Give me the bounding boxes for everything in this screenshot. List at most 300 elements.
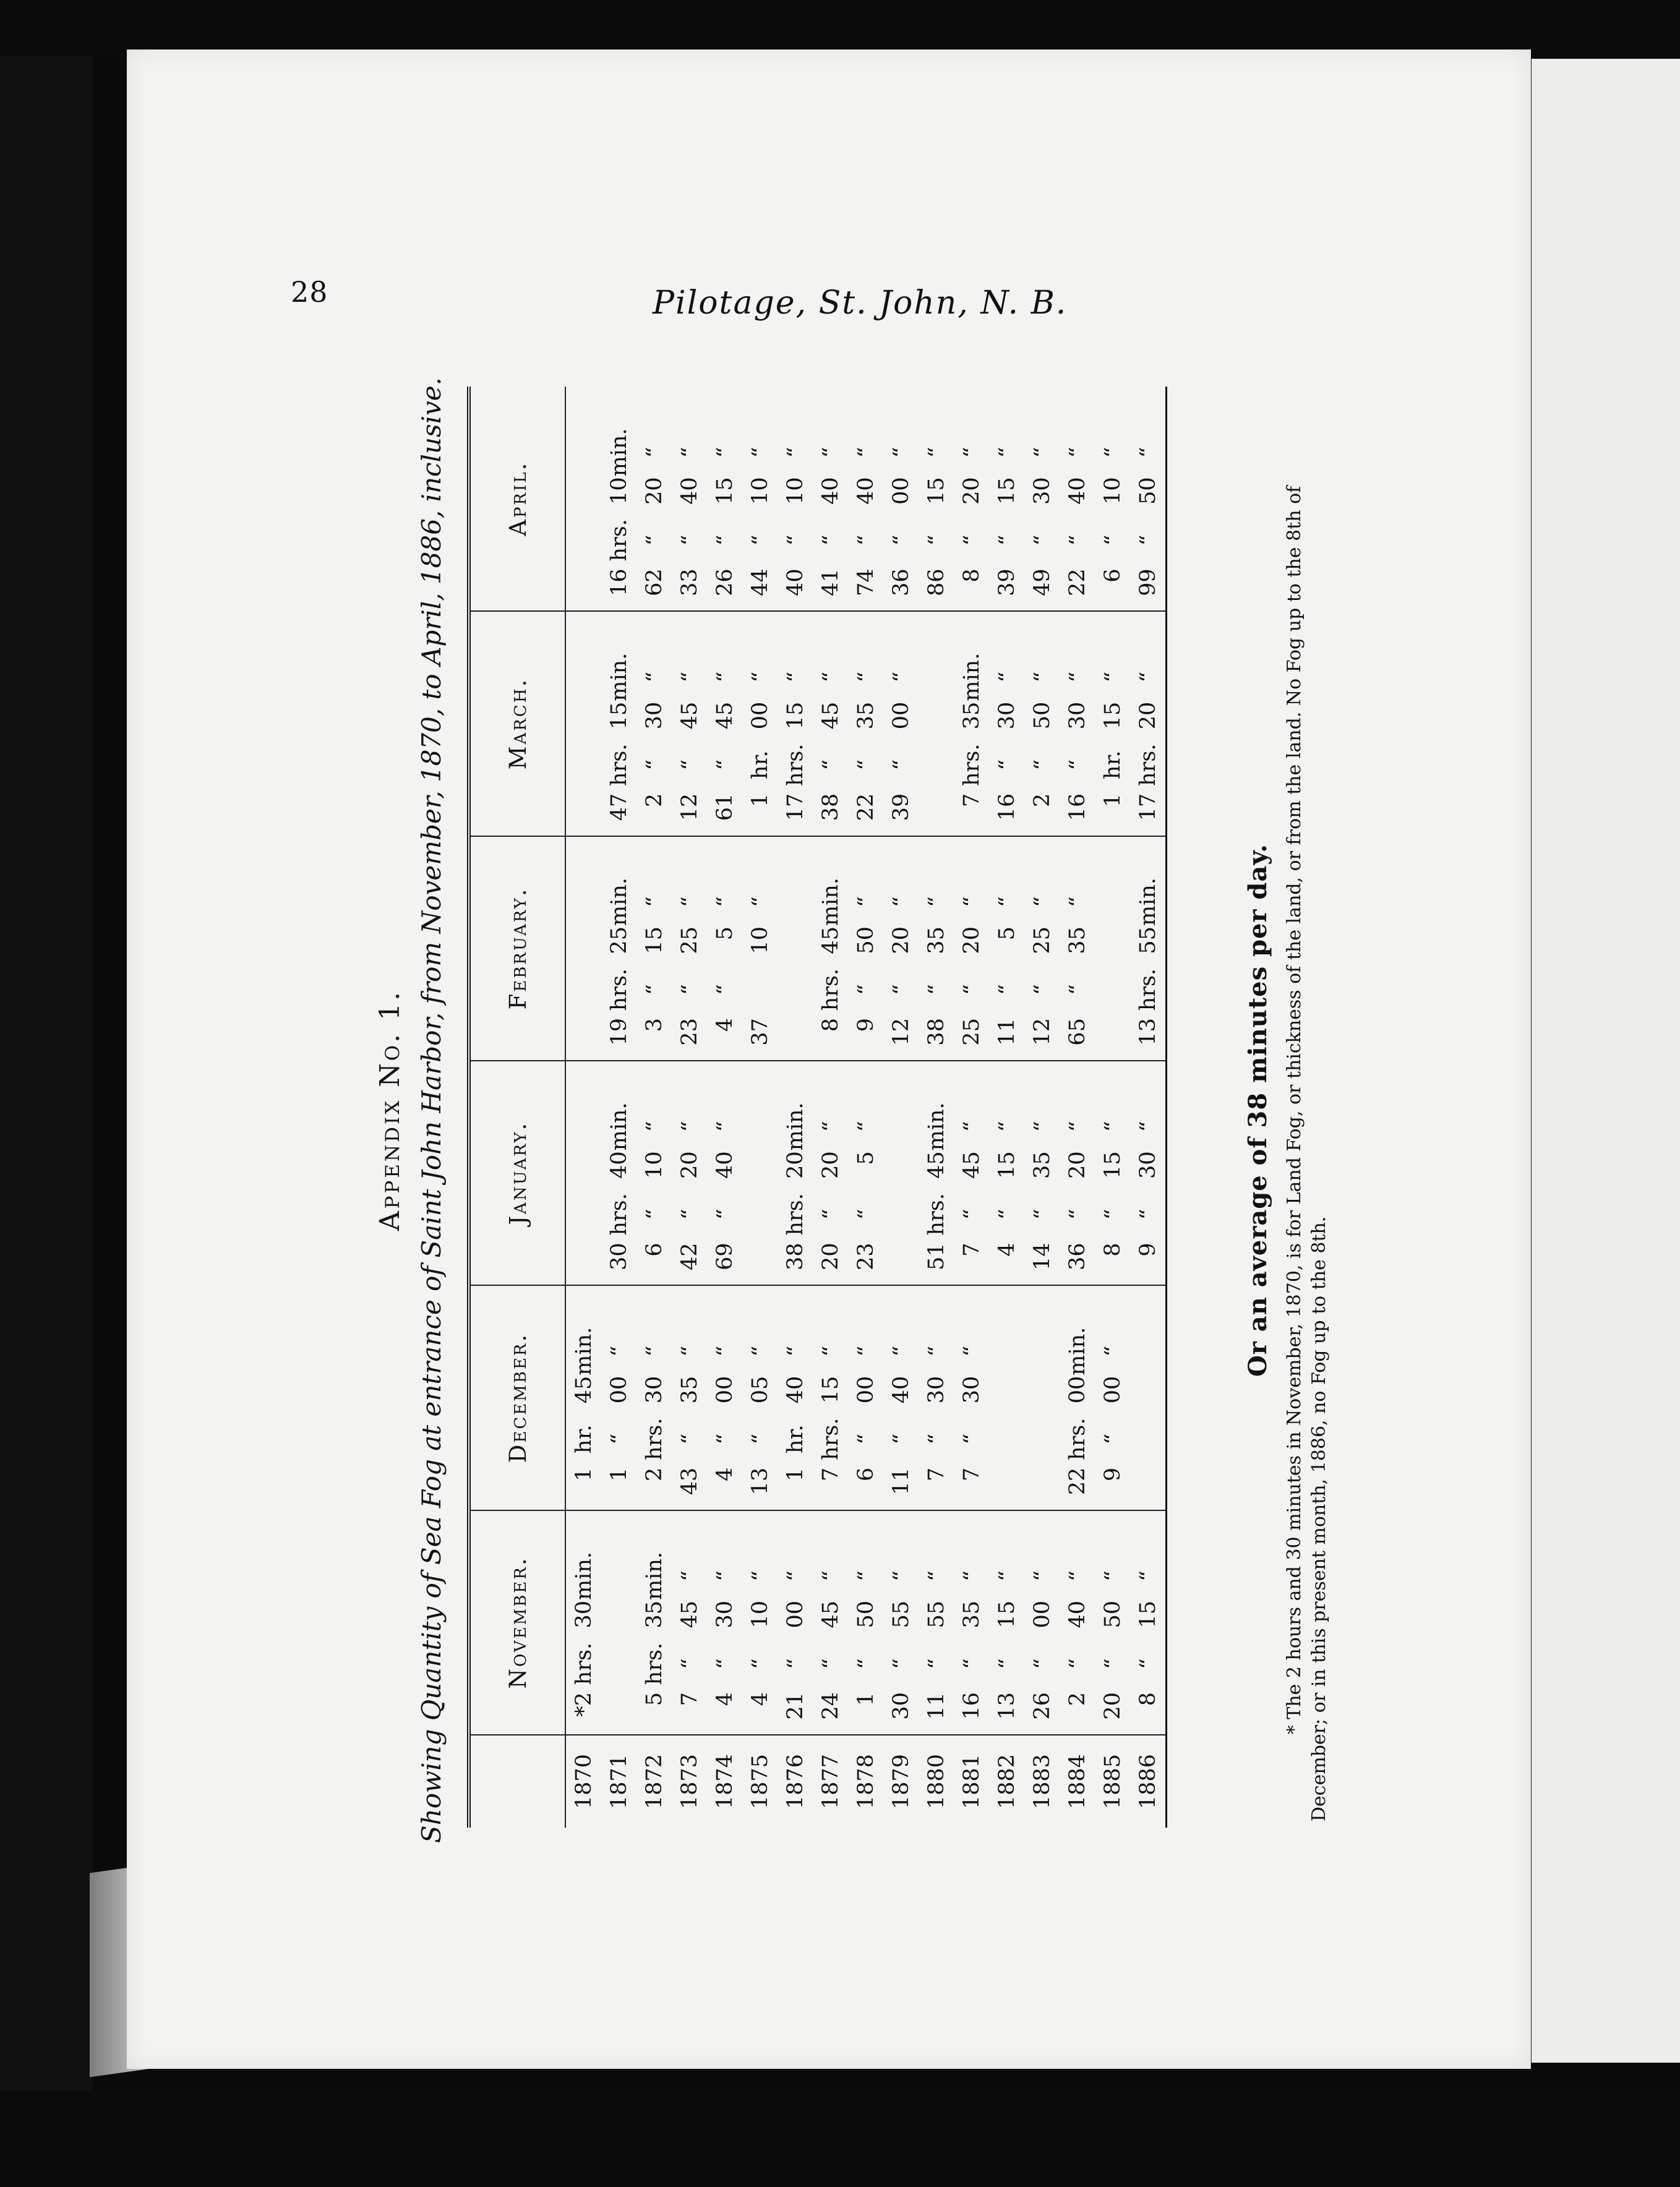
duration-hours-unit: hrs. xyxy=(924,1193,949,1236)
fog-duration-cell xyxy=(565,387,601,611)
duration-hours-unit: “ xyxy=(994,534,1019,546)
duration-hours-unit: hr. xyxy=(747,750,773,779)
fog-duration-cell xyxy=(1095,1510,1130,1735)
scan-top-margin xyxy=(0,0,1680,56)
duration-minutes-unit: “ xyxy=(959,896,984,907)
table-row xyxy=(1095,387,1130,1828)
duration-minutes-unit: “ xyxy=(1135,447,1160,458)
duration-hours: 4 xyxy=(994,1243,1019,1257)
duration-hours-unit: “ xyxy=(924,984,949,995)
duration-minutes: 00 xyxy=(1065,1376,1090,1404)
fog-duration-cell xyxy=(1060,1510,1095,1735)
duration-minutes-unit: “ xyxy=(747,447,773,458)
duration-minutes-unit: “ xyxy=(1029,671,1055,683)
fog-duration-cell xyxy=(672,611,707,836)
duration-hours-unit: “ xyxy=(747,1433,773,1445)
table-row xyxy=(883,387,919,1828)
fog-duration-cell xyxy=(954,1285,989,1510)
month-header-april: April. xyxy=(469,387,565,611)
duration-hours-unit: hrs. xyxy=(606,743,632,786)
duration-hours-unit: “ xyxy=(1135,534,1160,546)
duration-minutes: 00 xyxy=(712,1376,737,1404)
year-cell: 1885 xyxy=(1100,1753,1125,1810)
duration-minutes: 20 xyxy=(1065,1151,1090,1179)
duration-minutes: 30 xyxy=(641,1376,667,1404)
fog-duration-cell xyxy=(778,1510,813,1735)
table-row xyxy=(848,387,883,1828)
scan-left-margin xyxy=(0,0,93,2187)
duration-minutes-unit: “ xyxy=(1135,1570,1160,1581)
fog-duration-cell xyxy=(919,1285,954,1510)
duration-hours-unit: “ xyxy=(677,534,702,546)
duration-hours-unit: “ xyxy=(888,1658,914,1669)
table-row xyxy=(565,387,601,1828)
duration-minutes: 20 xyxy=(888,927,914,954)
duration-hours-unit: “ xyxy=(853,984,878,995)
fog-duration-cell xyxy=(813,1061,848,1285)
duration-hours-unit: hrs. xyxy=(641,1418,667,1460)
duration-minutes: 05 xyxy=(747,1376,773,1404)
duration-minutes-unit: “ xyxy=(712,1121,737,1132)
duration-hours-unit: “ xyxy=(641,759,667,771)
duration-minutes-unit: “ xyxy=(1029,447,1055,458)
duration-minutes-unit: “ xyxy=(1100,1121,1125,1132)
duration-hours: 26 xyxy=(712,568,737,596)
duration-minutes: 40 xyxy=(818,477,843,505)
year-column-header xyxy=(469,1735,565,1828)
fog-duration-cell xyxy=(778,387,813,611)
fog-duration-cell xyxy=(565,836,601,1061)
duration-minutes: 10 xyxy=(747,477,773,505)
duration-minutes-unit: “ xyxy=(1029,1570,1055,1581)
duration-hours: 49 xyxy=(1029,568,1055,596)
fog-duration-cell xyxy=(1024,1510,1060,1735)
appendix-title: Appendix No. 1. xyxy=(374,989,406,1231)
duration-minutes-unit: “ xyxy=(747,1345,773,1357)
duration-minutes: 10 xyxy=(782,477,808,505)
duration-minutes: 20 xyxy=(782,1151,808,1179)
duration-minutes: 35 xyxy=(677,1376,702,1404)
duration-hours-unit: “ xyxy=(959,1433,984,1445)
duration-hours: 41 xyxy=(818,568,843,596)
fog-duration-cell xyxy=(601,1285,636,1510)
duration-minutes-unit: min. xyxy=(571,1327,596,1376)
duration-minutes: 00 xyxy=(1100,1376,1125,1404)
fog-duration-cell xyxy=(989,1061,1024,1285)
duration-minutes: 20 xyxy=(1135,701,1160,730)
duration-minutes-unit: min. xyxy=(924,1102,949,1151)
fog-duration-cell xyxy=(778,836,813,1061)
table-row xyxy=(778,387,813,1828)
fog-duration-cell xyxy=(989,836,1024,1061)
table-row xyxy=(989,387,1024,1828)
duration-minutes: 30 xyxy=(1135,1151,1160,1179)
duration-hours: 6 xyxy=(1100,568,1125,583)
duration-hours-unit: “ xyxy=(1065,534,1090,546)
duration-hours: 74 xyxy=(853,568,878,596)
fog-duration-cell xyxy=(636,387,672,611)
duration-hours: 16 xyxy=(994,793,1019,821)
rotated-appendix-block xyxy=(374,374,1330,1846)
month-header-december: December. xyxy=(469,1285,565,1510)
duration-minutes-unit: “ xyxy=(1029,896,1055,907)
duration-hours: 3 xyxy=(641,1018,667,1032)
duration-hours-unit: “ xyxy=(677,759,702,771)
fog-duration-cell xyxy=(601,1061,636,1285)
duration-minutes-unit: “ xyxy=(677,896,702,907)
table-row xyxy=(1130,387,1167,1828)
fog-duration-cell xyxy=(601,611,636,836)
duration-hours-unit: hr. xyxy=(782,1424,808,1453)
duration-hours: 9 xyxy=(1135,1243,1160,1257)
duration-hours: 61 xyxy=(712,793,737,821)
duration-hours-unit: “ xyxy=(924,534,949,546)
duration-minutes-unit: “ xyxy=(677,1570,702,1581)
table-body xyxy=(565,387,1167,1828)
duration-minutes: 45 xyxy=(571,1376,596,1404)
duration-hours-unit: “ xyxy=(1029,1658,1055,1669)
duration-minutes-unit: “ xyxy=(677,671,702,683)
duration-hours-unit: “ xyxy=(1135,1658,1160,1669)
average-note: Or an average of 38 minutes per day. xyxy=(1243,843,1272,1377)
fog-duration-cell xyxy=(989,1285,1024,1510)
duration-hours: 7 xyxy=(677,1692,702,1706)
duration-minutes: 35 xyxy=(1029,1151,1055,1179)
duration-hours-unit: “ xyxy=(677,984,702,995)
month-header-january: January. xyxy=(469,1061,565,1285)
fog-duration-cell xyxy=(989,611,1024,836)
duration-hours: 12 xyxy=(1029,1018,1055,1046)
duration-hours-unit: hr. xyxy=(571,1424,596,1453)
fog-duration-cell xyxy=(1024,387,1060,611)
duration-hours: 38 xyxy=(818,793,843,821)
fog-duration-cell xyxy=(672,836,707,1061)
duration-minutes: 35 xyxy=(959,1601,984,1628)
duration-hours: 99 xyxy=(1135,568,1160,596)
month-header-february: February. xyxy=(469,836,565,1061)
sea-fog-table xyxy=(467,387,1167,1828)
duration-minutes: 20 xyxy=(818,1151,843,1179)
duration-minutes-unit: “ xyxy=(994,671,1019,683)
duration-minutes-unit: “ xyxy=(712,896,737,907)
fog-duration-cell xyxy=(1095,836,1130,1061)
fog-duration-cell xyxy=(636,836,672,1061)
duration-minutes: 30 xyxy=(641,701,667,730)
duration-hours: 38 xyxy=(782,1243,808,1270)
duration-hours-unit: “ xyxy=(712,1433,737,1445)
duration-minutes: 35 xyxy=(641,1601,667,1628)
duration-hours: 2 xyxy=(1029,793,1055,807)
duration-hours: 30 xyxy=(888,1692,914,1720)
fog-duration-cell xyxy=(672,387,707,611)
fog-duration-cell xyxy=(813,611,848,836)
duration-minutes-unit: “ xyxy=(641,1121,667,1132)
duration-minutes: 15 xyxy=(1135,1601,1160,1628)
duration-hours: 36 xyxy=(888,568,914,596)
duration-minutes-unit: min. xyxy=(1135,877,1160,927)
duration-minutes: 40 xyxy=(712,1151,737,1179)
duration-hours: 42 xyxy=(677,1243,702,1270)
duration-hours: 13 xyxy=(1135,1018,1160,1046)
footnote-line-2: December; or in this present month, 1886, no Fog up to the 8th. xyxy=(1308,1216,1330,1821)
duration-hours-unit: “ xyxy=(959,1658,984,1669)
fog-duration-cell xyxy=(1060,1061,1095,1285)
duration-minutes-unit: min. xyxy=(606,428,632,477)
duration-minutes: 10 xyxy=(1100,477,1125,505)
duration-minutes-unit: “ xyxy=(677,1345,702,1357)
duration-minutes: 15 xyxy=(606,701,632,730)
year-cell: 1871 xyxy=(606,1753,632,1810)
duration-hours: 13 xyxy=(994,1692,1019,1720)
duration-hours-unit: “ xyxy=(1135,1209,1160,1220)
fog-duration-cell xyxy=(778,611,813,836)
duration-minutes: 15 xyxy=(712,477,737,505)
duration-minutes: 15 xyxy=(641,927,667,954)
duration-minutes: 45 xyxy=(677,1601,702,1628)
duration-minutes: 15 xyxy=(818,1376,843,1404)
duration-hours-unit: “ xyxy=(1029,534,1055,546)
duration-minutes-unit: “ xyxy=(924,896,949,907)
duration-hours: 20 xyxy=(1100,1692,1125,1720)
duration-minutes-unit: “ xyxy=(853,447,878,458)
duration-minutes: 50 xyxy=(853,1601,878,1628)
duration-minutes: 15 xyxy=(1100,701,1125,730)
duration-minutes: 00 xyxy=(888,477,914,505)
duration-hours: 4 xyxy=(712,1018,737,1032)
duration-minutes: 45 xyxy=(677,701,702,730)
fog-duration-cell xyxy=(1130,387,1167,611)
duration-hours-unit: “ xyxy=(888,759,914,771)
duration-minutes-unit: “ xyxy=(641,671,667,683)
fog-duration-cell xyxy=(1024,1285,1060,1510)
duration-hours: 4 xyxy=(712,1692,737,1706)
duration-hours: 38 xyxy=(924,1018,949,1046)
duration-minutes-unit: “ xyxy=(1065,671,1090,683)
fog-duration-cell xyxy=(919,1061,954,1285)
duration-minutes-unit: min. xyxy=(606,653,632,701)
duration-hours-unit: “ xyxy=(1100,1209,1125,1220)
duration-minutes: 5 xyxy=(853,1151,878,1165)
table-row xyxy=(919,387,954,1828)
fog-duration-cell xyxy=(848,836,883,1061)
duration-hours-unit: “ xyxy=(959,1209,984,1220)
year-cell: 1886 xyxy=(1130,1735,1167,1828)
duration-minutes-unit: “ xyxy=(712,1345,737,1357)
duration-minutes-unit: min. xyxy=(782,1102,808,1151)
duration-minutes: 20 xyxy=(959,477,984,505)
fog-duration-cell xyxy=(636,611,672,836)
duration-hours-unit: “ xyxy=(1100,1658,1125,1669)
duration-hours-unit: “ xyxy=(888,534,914,546)
month-header-november: November. xyxy=(469,1510,565,1735)
duration-hours: 22 xyxy=(1065,568,1090,596)
duration-minutes: 40 xyxy=(677,477,702,505)
duration-hours-unit: hrs. xyxy=(818,1418,843,1460)
duration-minutes: 00 xyxy=(1029,1601,1055,1628)
duration-minutes: 30 xyxy=(924,1376,949,1404)
fog-duration-cell xyxy=(919,836,954,1061)
fog-duration-cell xyxy=(565,611,601,836)
fog-duration-cell xyxy=(742,836,778,1061)
table-row xyxy=(742,387,778,1828)
duration-minutes-unit: “ xyxy=(994,447,1019,458)
duration-minutes-unit: “ xyxy=(677,447,702,458)
duration-hours-unit: hrs. xyxy=(641,1642,667,1685)
duration-hours: 7 xyxy=(818,1467,843,1481)
duration-minutes: 50 xyxy=(853,927,878,954)
duration-minutes-unit: “ xyxy=(888,1345,914,1357)
duration-minutes: 45 xyxy=(818,927,843,954)
table-row xyxy=(601,387,636,1828)
fog-duration-cell xyxy=(848,1285,883,1510)
duration-minutes-unit: “ xyxy=(818,1570,843,1581)
fog-duration-cell xyxy=(989,387,1024,611)
duration-hours: 11 xyxy=(924,1692,949,1720)
year-cell: 1875 xyxy=(747,1753,773,1810)
duration-minutes: 50 xyxy=(1029,701,1055,730)
duration-hours: 8 xyxy=(1100,1243,1125,1257)
duration-hours: 44 xyxy=(747,568,773,596)
duration-hours-unit: hrs. xyxy=(606,968,632,1011)
duration-minutes: 45 xyxy=(712,701,737,730)
table-header-row xyxy=(469,387,565,1828)
duration-hours-unit: “ xyxy=(641,1209,667,1220)
duration-minutes: 30 xyxy=(1029,477,1055,505)
duration-hours-unit: “ xyxy=(818,759,843,771)
duration-hours: 1 xyxy=(853,1692,878,1706)
fog-duration-cell xyxy=(919,387,954,611)
duration-minutes: 55 xyxy=(888,1601,914,1628)
appendix-subtitle: Showing Quantity of Sea Fog at entrance of Saint John Harbor, from November, 1870, to April, 1886, inclusive. xyxy=(416,377,447,1843)
duration-hours: 16 xyxy=(606,568,632,596)
duration-minutes: 10 xyxy=(641,1151,667,1179)
year-cell: 1882 xyxy=(994,1753,1019,1810)
fog-duration-cell xyxy=(636,1510,672,1735)
fog-duration-cell xyxy=(954,1061,989,1285)
duration-minutes-unit: “ xyxy=(1100,447,1125,458)
duration-minutes: 40 xyxy=(1065,477,1090,505)
duration-hours-unit: “ xyxy=(888,1433,914,1445)
duration-minutes: 25 xyxy=(677,927,702,954)
fog-duration-cell xyxy=(565,1061,601,1285)
duration-hours: 1 xyxy=(1100,793,1125,807)
duration-hours-unit: “ xyxy=(853,759,878,771)
duration-hours: 12 xyxy=(888,1018,914,1046)
duration-minutes-unit: “ xyxy=(712,671,737,683)
duration-hours: 1 xyxy=(606,1467,632,1481)
duration-minutes-unit: “ xyxy=(1065,1570,1090,1581)
duration-minutes: 5 xyxy=(712,927,737,941)
duration-minutes-unit: min. xyxy=(818,877,843,927)
duration-minutes: 40 xyxy=(606,1151,632,1179)
duration-hours: 16 xyxy=(959,1692,984,1720)
running-head: Pilotage, St. John, N. B. xyxy=(653,285,1068,322)
fog-duration-cell xyxy=(1024,611,1060,836)
duration-minutes-unit: “ xyxy=(1135,1121,1160,1132)
duration-minutes: 10 xyxy=(747,1601,773,1628)
fog-duration-cell xyxy=(565,1285,601,1510)
duration-minutes: 15 xyxy=(782,701,808,730)
fog-duration-cell xyxy=(742,1510,778,1735)
duration-minutes: 50 xyxy=(1135,477,1160,505)
duration-minutes: 30 xyxy=(994,701,1019,730)
duration-hours-unit: hrs. xyxy=(606,1193,632,1236)
fog-duration-cell xyxy=(636,1285,672,1510)
duration-hours: 17 xyxy=(782,793,808,821)
duration-hours-unit: hrs. xyxy=(1135,743,1160,786)
fog-duration-cell xyxy=(954,387,989,611)
duration-minutes-unit: “ xyxy=(818,447,843,458)
duration-minutes-unit: “ xyxy=(747,671,773,683)
duration-minutes-unit: “ xyxy=(888,1570,914,1581)
duration-hours-unit: “ xyxy=(747,1658,773,1669)
year-cell: 1879 xyxy=(888,1753,914,1810)
duration-hours-unit: “ xyxy=(1029,759,1055,771)
duration-minutes: 40 xyxy=(888,1376,914,1404)
duration-minutes-unit: “ xyxy=(994,1570,1019,1581)
duration-minutes-unit: “ xyxy=(747,1570,773,1581)
page-number: 28 xyxy=(291,275,328,309)
fog-duration-cell xyxy=(813,1285,848,1510)
duration-minutes-unit: “ xyxy=(853,1345,878,1357)
fog-duration-cell xyxy=(601,836,636,1061)
duration-hours-unit: “ xyxy=(818,1658,843,1669)
fog-duration-cell xyxy=(742,1285,778,1510)
fog-duration-cell xyxy=(707,1285,742,1510)
fog-duration-cell xyxy=(742,1061,778,1285)
year-cell: 1878 xyxy=(853,1753,878,1810)
duration-hours: 4 xyxy=(712,1467,737,1481)
fog-duration-cell xyxy=(601,1510,636,1735)
duration-minutes-unit: “ xyxy=(818,671,843,683)
duration-hours-unit: “ xyxy=(712,984,737,995)
fog-duration-cell xyxy=(565,1510,601,1735)
fog-duration-cell xyxy=(883,836,919,1061)
year-cell: 1884 xyxy=(1065,1753,1090,1810)
duration-hours-unit: “ xyxy=(1065,1658,1090,1669)
duration-minutes: 45 xyxy=(818,1601,843,1628)
duration-minutes: 35 xyxy=(924,927,949,954)
duration-hours: 8 xyxy=(959,568,984,583)
duration-hours: 1 xyxy=(571,1467,596,1481)
duration-hours-unit: “ xyxy=(994,759,1019,771)
fog-duration-cell xyxy=(883,1285,919,1510)
duration-minutes-unit: “ xyxy=(747,896,773,907)
duration-hours-unit: “ xyxy=(1100,534,1125,546)
duration-minutes: 30 xyxy=(959,1376,984,1404)
fog-duration-cell xyxy=(954,836,989,1061)
duration-hours: 9 xyxy=(853,1018,878,1032)
duration-hours: 47 xyxy=(606,793,632,821)
fog-duration-cell xyxy=(1060,1285,1095,1510)
duration-hours: 14 xyxy=(1029,1243,1055,1270)
duration-hours-unit: “ xyxy=(712,1658,737,1669)
duration-hours-unit: hr. xyxy=(1100,750,1125,779)
table-row xyxy=(1024,387,1060,1828)
duration-hours: 25 xyxy=(959,1018,984,1046)
year-cell: 1872 xyxy=(641,1753,667,1810)
duration-hours: 5 xyxy=(641,1692,667,1706)
duration-minutes-unit: min. xyxy=(641,1551,667,1601)
adjacent-page-strip xyxy=(1528,59,1680,2063)
fog-duration-cell xyxy=(1095,1285,1130,1510)
table-row xyxy=(672,387,707,1828)
duration-minutes-unit: “ xyxy=(1100,1345,1125,1357)
fog-duration-cell xyxy=(707,1061,742,1285)
duration-hours: 11 xyxy=(888,1467,914,1496)
duration-hours: 65 xyxy=(1065,1018,1090,1046)
duration-minutes: 10 xyxy=(606,477,632,505)
